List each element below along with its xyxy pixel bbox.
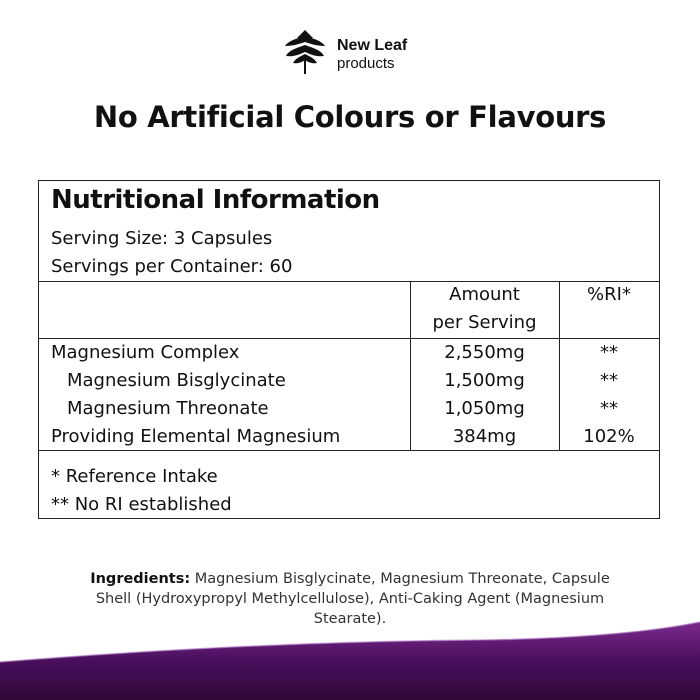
row-name: Providing Elemental Magnesium xyxy=(51,426,341,447)
header-amount-line2: per Serving xyxy=(432,312,537,333)
servings-per-container: Servings per Container: 60 xyxy=(51,256,293,277)
leaf-tree-icon xyxy=(283,28,327,76)
row-amount: 1,500mg xyxy=(444,370,525,391)
ingredients-text: Magnesium Bisglycinate, Magnesium Threonate, Capsule Shell (Hydroxypropyl Methylcellulose), Anti-Caking Agent (Magnesium Stearate). xyxy=(95,571,610,627)
row-amount: 2,550mg xyxy=(444,342,525,363)
divider-footnotes xyxy=(39,450,659,451)
footnote-ri: * Reference Intake xyxy=(51,466,218,487)
brand-name: New Leaf xyxy=(337,37,408,54)
brand-subtitle: products xyxy=(337,55,395,72)
row-ri: ** xyxy=(600,342,618,363)
footnote-no-ri: ** No RI established xyxy=(51,494,232,515)
page-headline: No Artificial Colours or Flavours xyxy=(93,100,607,134)
row-name: Magnesium Bisglycinate xyxy=(67,370,286,391)
row-name: Magnesium Threonate xyxy=(67,398,269,419)
ingredients-label: Ingredients: xyxy=(90,571,191,587)
nutrition-title: Nutritional Information xyxy=(51,185,380,215)
header-ri: %RI* xyxy=(587,284,631,305)
row-ri: 102% xyxy=(583,426,635,447)
header-amount-line1: Amount xyxy=(449,284,520,305)
row-name: Magnesium Complex xyxy=(51,342,240,363)
row-ri: ** xyxy=(600,398,618,419)
footer-swoosh xyxy=(0,600,700,700)
nutrition-panel xyxy=(38,180,660,519)
row-amount: 384mg xyxy=(452,426,517,447)
serving-size: Serving Size: 3 Capsules xyxy=(51,228,273,249)
row-amount: 1,050mg xyxy=(444,398,525,419)
row-ri: ** xyxy=(600,370,618,391)
brand-logo xyxy=(283,28,433,78)
